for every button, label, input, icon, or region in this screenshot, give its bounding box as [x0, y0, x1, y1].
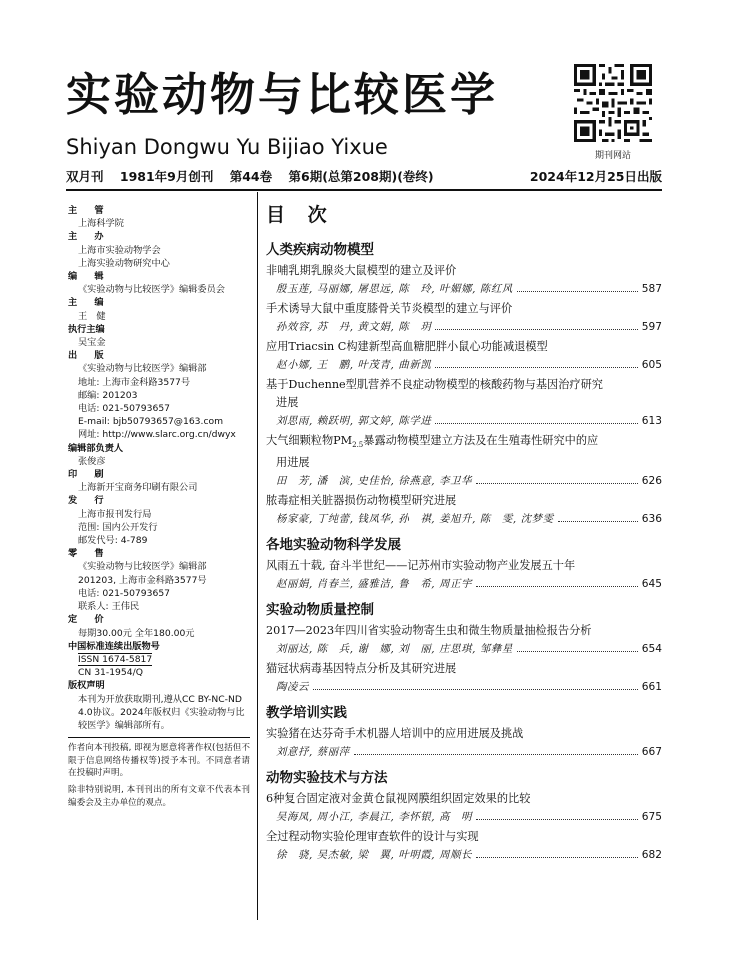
leader-dots — [476, 585, 638, 587]
website[interactable]: 网址: http://www.slarc.org.cn/dwyx — [78, 429, 236, 441]
submission-note — [68, 742, 250, 809]
article-title-text: 脓毒症相关脏器损伤动物模型研究进展 — [266, 494, 457, 508]
retail-label: 零 售 — [68, 548, 108, 560]
page-number[interactable]: 605 — [641, 359, 662, 371]
toc-sections — [266, 241, 662, 864]
contact: 联系人: 王伟民 — [78, 601, 140, 613]
leader-dots — [558, 520, 638, 522]
article-authors: 孙效容, 苏 丹, 黄文娟, 陈 玥 — [276, 321, 432, 333]
issue-info-bar — [66, 166, 662, 186]
page-number[interactable]: 636 — [641, 513, 662, 526]
article-title-text: 猫冠状病毒基因特点分析及其研究进展 — [266, 662, 457, 676]
organizer-2: 上海实验动物研究中心 — [78, 257, 170, 269]
article-authors: 刘意抒, 蔡丽萍 — [276, 746, 350, 759]
distribution-label: 发 行 — [68, 495, 108, 507]
toc-section-title: 实验动物质量控制 — [266, 602, 374, 619]
copyright-label: 版权声明 — [68, 680, 105, 692]
toc-entry[interactable] — [266, 376, 662, 430]
article-authors-row — [266, 743, 662, 761]
toc-entry[interactable] — [266, 338, 662, 374]
article-authors-row — [266, 640, 662, 658]
issn-text: ISSN 1674-5817 — [78, 653, 153, 665]
page-number[interactable]: 654 — [641, 643, 662, 656]
toc-section-title: 教学培训实践 — [266, 705, 347, 722]
page-number[interactable]: 661 — [641, 681, 662, 694]
leader-dots — [517, 290, 638, 292]
leader-dots — [476, 856, 638, 858]
note-1: 作者向本刊投稿, 即视为愿意将著作权(包括但不限于信息网络传播权等)授予本刊。不同意者请在投稿时声明。 — [68, 743, 250, 779]
article-authors-row — [266, 575, 662, 593]
dept-head-label: 编辑部负责人 — [68, 442, 124, 454]
toc-entry[interactable] — [266, 828, 662, 864]
chief-label: 主 编 — [68, 297, 108, 309]
scope: 范围: 国内公开发行 — [78, 521, 158, 533]
mail-code: 邮发代号: 4-789 — [78, 535, 148, 547]
page-number[interactable]: 667 — [641, 746, 662, 759]
exec-editor: 吴宝金 — [78, 337, 106, 349]
article-title[interactable] — [266, 725, 662, 743]
page-number[interactable]: 645 — [641, 578, 662, 591]
frequency: 双月刊 — [66, 169, 104, 184]
sponsor: 上海科学院 — [78, 218, 124, 230]
phone: 电话: 021-50793657 — [78, 403, 171, 415]
dept-head: 张俊彦 — [78, 455, 106, 467]
article-title[interactable] — [266, 557, 662, 575]
copyright: 本刊为开放获取期刊,遵从CC BY-NC-ND 4.0协议。2024年版权归《实验动物与比较医学》编辑部所有。 — [78, 693, 245, 731]
cn-number: CN 31-1954/Q — [78, 667, 143, 679]
leader-dots — [435, 328, 637, 330]
journal-title-chinese: 实验动物与比较医学 — [66, 68, 499, 121]
toc-section-title: 人类疾病动物模型 — [266, 242, 374, 258]
article-authors-row — [266, 678, 662, 696]
note-2: 除非特别说明, 本刊刊出的所有文章不代表本刊编委会及主办单位的观点。 — [68, 784, 250, 808]
article-authors-row — [266, 808, 662, 826]
article-title[interactable] — [266, 828, 662, 846]
toc-entry[interactable] — [266, 660, 662, 696]
table-of-contents — [266, 202, 662, 866]
retail-phone: 电话: 021-50793657 — [78, 587, 171, 599]
article-authors-row — [266, 412, 662, 430]
article-title-continued: 进展 — [276, 396, 299, 409]
article-title[interactable] — [266, 338, 662, 356]
article-title-continued: 用进展 — [276, 456, 310, 470]
article-title-text: 非哺乳期乳腺炎大鼠模型的建立及评价 — [266, 264, 457, 277]
article-authors: 殷玉莲, 马丽娜, 屠思远, 陈 玲, 叶媚娜, 陈红风 — [276, 283, 513, 295]
issue-info-left — [66, 167, 446, 185]
toc-entry[interactable] — [266, 492, 662, 528]
page-number[interactable]: 597 — [641, 321, 662, 333]
volume: 第44卷 — [229, 169, 273, 184]
page-number[interactable]: 613 — [641, 415, 662, 427]
issn — [68, 653, 250, 666]
exec-label: 执行主编 — [68, 323, 105, 335]
toc-section-title: 动物实验技术与方法 — [266, 770, 388, 787]
toc-entry[interactable] — [266, 622, 662, 658]
printer: 上海新开宝商务印刷有限公司 — [78, 482, 198, 494]
toc-section-title: 各地实验动物科学发展 — [266, 537, 401, 554]
article-title-text: 全过程动物实验伦理审查软件的设计与实现 — [266, 830, 479, 844]
article-authors: 杨家豪, 丁纯蕾, 钱凤华, 孙 祺, 姜旭升, 陈 雯, 沈梦雯 — [276, 513, 554, 526]
masthead-rule — [68, 737, 250, 738]
article-authors: 田 芳, 潘 滨, 史佳怡, 徐燕意, 李卫华 — [276, 475, 473, 488]
printer-label: 印 刷 — [68, 469, 108, 481]
article-title-text: 2017—2023年四川省实验动物寄生虫和微生物质量抽检报告分析 — [266, 624, 592, 638]
email[interactable]: E-mail: bjb50793657@163.com — [78, 416, 224, 428]
toc-entry[interactable] — [266, 725, 662, 761]
article-authors-row — [266, 318, 662, 336]
publisher-label: 出 版 — [68, 350, 108, 362]
page-number[interactable]: 682 — [641, 849, 662, 862]
serial-label: 中国标准连续出版物号 — [68, 640, 160, 652]
editor: 《实验动物与比较医学》编辑委员会 — [78, 284, 225, 296]
article-title[interactable] — [266, 492, 662, 510]
issue-number: 第6期(总第208期)(卷终) — [288, 169, 434, 184]
sponsor-label: 主 管 — [68, 205, 108, 216]
article-authors-row — [266, 846, 662, 864]
leader-dots — [354, 753, 638, 755]
article-authors: 刘丽达, 陈 兵, 谢 娜, 刘 丽, 庄思琪, 邹彝星 — [276, 643, 513, 656]
article-authors: 刘思雨, 赖跃明, 郭文婷, 陈学进 — [276, 415, 432, 427]
article-title-text: 6种复合固定液对金黄仓鼠视网膜组织固定效果的比较 — [266, 792, 531, 806]
qr-caption: 期刊网站 — [594, 151, 631, 161]
qr-code-icon[interactable] — [574, 64, 652, 142]
postcode: 邮编: 201203 — [78, 389, 138, 401]
toc-entry[interactable] — [266, 790, 662, 826]
masthead-column — [68, 204, 250, 813]
article-authors-row — [266, 472, 662, 490]
chief-editor: 王 健 — [78, 310, 106, 322]
distributor: 上海市报刊发行局 — [78, 508, 152, 520]
journal-title-pinyin: Shiyan Dongwu Yu Bijiao Yixue — [66, 135, 388, 159]
header-rule — [66, 189, 662, 191]
leader-dots — [435, 422, 637, 424]
address: 地址: 上海市金科路3577号 — [78, 376, 191, 388]
article-authors: 赵丽娟, 肖春兰, 盛雅洁, 鲁 希, 周正宇 — [276, 578, 473, 591]
article-authors-row — [266, 356, 662, 374]
article-title-text: 基于Duchenne型肌营养不良症动物模型的核酸药物与基因治疗研究 — [266, 378, 603, 391]
organizer-1: 上海市实验动物学会 — [78, 244, 161, 256]
article-title-text: 实验猪在达芬奇手术机器人培训中的应用进展及挑战 — [266, 727, 524, 741]
article-title-text: 应用Triacsin C构建新型高血糖肥胖小鼠心功能减退模型 — [266, 340, 548, 353]
organizer-label: 主 办 — [68, 231, 108, 243]
column-divider — [257, 192, 258, 920]
founded: 1981年9月创刊 — [119, 169, 214, 184]
article-title[interactable] — [266, 262, 662, 280]
leader-dots — [313, 688, 638, 690]
article-authors: 赵小娜, 王 鹏, 叶茂青, 曲新凯 — [276, 359, 432, 371]
article-authors: 徐 骁, 吴杰敏, 梁 翼, 叶明霞, 周顺长 — [276, 849, 473, 862]
article-title-text: 风雨五十载, 奋斗半世纪——记苏州市实验动物产业发展五十年 — [266, 559, 576, 573]
publisher: 《实验动物与比较医学》编辑部 — [78, 363, 207, 375]
toc-entry[interactable] — [266, 262, 662, 298]
article-title-rest: 暴露动物模型建立方法及在生殖毒性研究中的应 — [363, 434, 599, 447]
publication-date: 2024年12月25日出版 — [529, 169, 662, 184]
leader-dots — [517, 650, 638, 652]
article-title-text: 手术诱导大鼠中重度膝骨关节炎模型的建立与评价 — [266, 302, 513, 315]
article-title[interactable] — [266, 432, 662, 472]
article-title-text: 大气细颗粒物PM — [266, 434, 353, 447]
page-number[interactable]: 587 — [641, 283, 662, 295]
article-authors-row — [266, 510, 662, 528]
page-number[interactable]: 675 — [641, 811, 662, 824]
article-title[interactable] — [266, 376, 662, 412]
toc-entry[interactable] — [266, 557, 662, 593]
toc-entry[interactable] — [266, 432, 662, 490]
article-title[interactable] — [266, 622, 662, 640]
article-authors: 陶凌云 — [276, 681, 309, 694]
article-title[interactable] — [266, 660, 662, 678]
article-authors: 吴海凤, 周小江, 李晨江, 李怀银, 高 明 — [276, 811, 473, 824]
article-title[interactable] — [266, 790, 662, 808]
leader-dots — [435, 366, 637, 368]
price: 每期30.00元 全年180.00元 — [78, 627, 195, 639]
price-label: 定 价 — [68, 614, 108, 626]
toc-entry[interactable] — [266, 300, 662, 336]
toc-heading: 目 次 — [266, 204, 335, 226]
article-authors-row — [266, 280, 662, 298]
retail-address: 201203, 上海市金科路3577号 — [78, 574, 207, 586]
page-number[interactable]: 626 — [641, 475, 662, 488]
editor-label: 编 辑 — [68, 271, 108, 283]
retailer: 《实验动物与比较医学》编辑部 — [78, 561, 207, 573]
article-title[interactable] — [266, 300, 662, 318]
leader-dots — [476, 818, 638, 820]
article-title-subscript: 2.5 — [352, 441, 364, 450]
leader-dots — [476, 482, 638, 484]
